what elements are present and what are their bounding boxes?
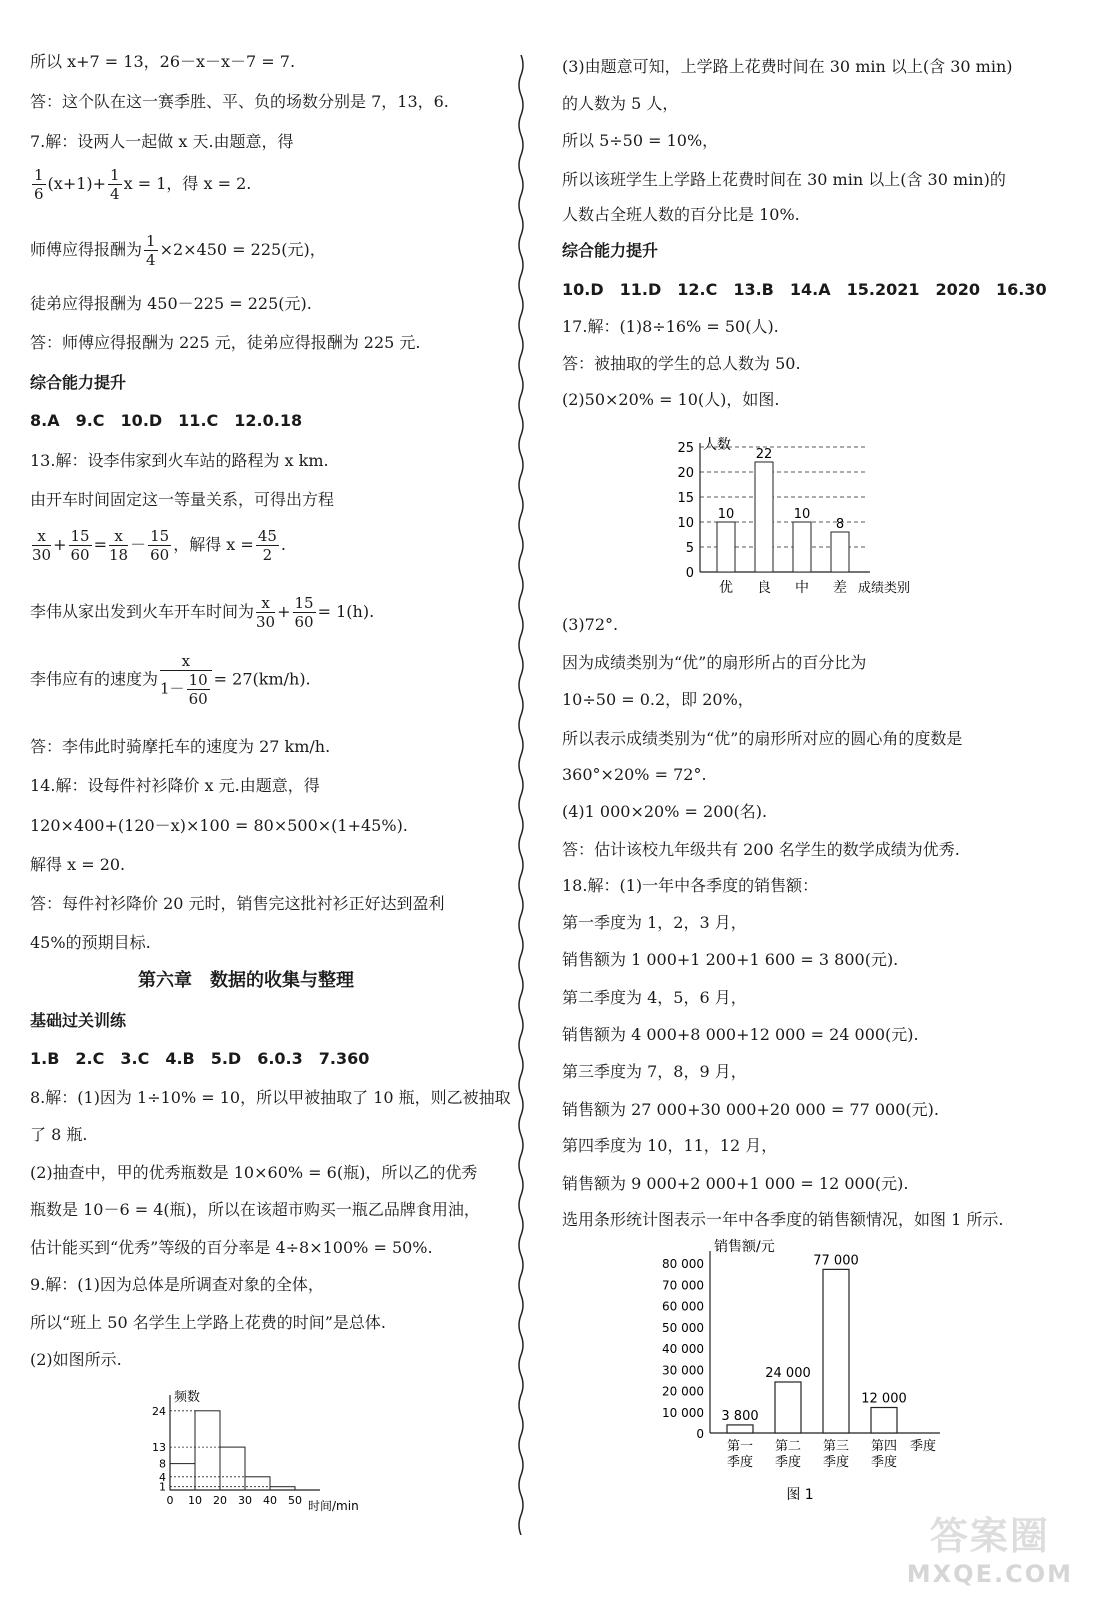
section-heading: 综合能力提升 bbox=[30, 373, 127, 392]
text-line: (3)72°. bbox=[562, 615, 619, 634]
x-tick-label: 季度 bbox=[870, 1455, 898, 1470]
x-tick-label: 优 bbox=[719, 580, 733, 596]
histogram-bar bbox=[270, 1487, 295, 1490]
watermark-logo: 答案圈 MXQE.COM bbox=[906, 1514, 1073, 1588]
y-tick-label: 10 000 bbox=[662, 1405, 704, 1420]
text-line: 120×400+(120－x)×100 = 80×500×(1+45%). bbox=[30, 816, 408, 835]
x-tick-label: 差 bbox=[833, 580, 847, 596]
text-line: 第一季度为 1，2，3 月， bbox=[562, 913, 747, 932]
text-line: 答：师傅应得报酬为 225 元，徒弟应得报酬为 225 元. bbox=[30, 333, 421, 352]
text-line: 所以该班学生上学路上花费时间在 30 min 以上(含 30 min)的 bbox=[562, 170, 1006, 189]
text-line: 答：李伟此时骑摩托车的速度为 27 km/h. bbox=[30, 737, 331, 756]
y-tick-label: 60 000 bbox=[662, 1299, 704, 1314]
answer-line: 10.D 11.D 12.C 13.B 14.A 15.2021 2020 16.30 bbox=[562, 280, 1047, 299]
y-tick-label: 0 bbox=[696, 1427, 704, 1441]
data-label: 10 bbox=[793, 507, 811, 522]
text-line: 第三季度为 7，8，9 月， bbox=[562, 1062, 747, 1081]
x-tick-label: 0 bbox=[166, 1494, 174, 1507]
histogram-bar bbox=[195, 1411, 220, 1490]
text-line: 选用条形统计图表示一年中各季度的销售额情况，如图 1 所示. bbox=[562, 1210, 1004, 1229]
text-line: 8.解：(1)因为 1÷10% = 10，所以甲被抽取了 10 瓶，则乙被抽取 bbox=[30, 1088, 511, 1107]
bar bbox=[717, 522, 735, 572]
text-line: 14.解：设每件衬衫降价 x 元.由题意，得 bbox=[30, 776, 320, 795]
text-line: 瓶数是 10－6 = 4(瓶)，所以在该超市购买一瓶乙品牌食用油， bbox=[30, 1200, 480, 1219]
x-tick-label: 季度 bbox=[726, 1455, 754, 1470]
text-line: (3)由题意可知，上学路上花费时间在 30 min 以上(含 30 min) bbox=[562, 57, 1013, 76]
x-tick-label: 季度 bbox=[822, 1455, 850, 1470]
x-tick-label: 第二 bbox=[774, 1439, 802, 1454]
section-heading: 综合能力提升 bbox=[562, 241, 659, 260]
text-line: 答：估计该校九年级共有 200 名学生的数学成绩为优秀. bbox=[562, 840, 960, 859]
y-tick-label: 1 bbox=[159, 1480, 166, 1494]
y-tick-label: 24 bbox=[152, 1404, 166, 1418]
text-line: 因为成绩类别为“优”的扇形所占的百分比为 bbox=[562, 653, 867, 672]
y-tick-label: 30 000 bbox=[662, 1363, 704, 1378]
y-axis-label: 人数 bbox=[703, 437, 731, 453]
y-tick-label: 5 bbox=[685, 541, 694, 556]
x-tick-label: 10 bbox=[188, 1494, 202, 1507]
x-tick-label: 第三 bbox=[822, 1439, 850, 1454]
x-tick-label: 良 bbox=[757, 580, 771, 596]
text-line: 人数占全班人数的百分比是 10%. bbox=[562, 205, 800, 224]
bar bbox=[727, 1425, 753, 1433]
data-label: 12 000 bbox=[861, 1391, 907, 1407]
y-tick-label: 20 bbox=[677, 466, 694, 481]
text-line: 了 8 瓶. bbox=[30, 1125, 88, 1144]
text-line: 徒弟应得报酬为 450－225 = 225(元). bbox=[30, 294, 312, 313]
data-label: 3 800 bbox=[721, 1408, 759, 1424]
column-divider bbox=[516, 55, 526, 1535]
bar bbox=[823, 1269, 849, 1433]
figure-caption: 图 1 bbox=[786, 1487, 814, 1503]
y-tick-label: 4 bbox=[159, 1470, 166, 1484]
histogram-bar bbox=[220, 1447, 245, 1490]
y-tick-label: 70 000 bbox=[662, 1278, 704, 1293]
y-tick-label: 50 000 bbox=[662, 1320, 704, 1335]
text-line: 45%的预期目标. bbox=[30, 933, 151, 952]
x-tick-label: 30 bbox=[238, 1494, 252, 1507]
text-line: 销售额为 1 000+1 200+1 600 = 3 800(元). bbox=[562, 950, 899, 969]
bar bbox=[755, 462, 773, 572]
text-line: (2)如图所示. bbox=[30, 1350, 122, 1369]
text-line: 360°×20% = 72°. bbox=[562, 765, 707, 784]
answer-line: 8.A 9.C 10.D 11.C 12.0.18 bbox=[30, 411, 303, 430]
data-label: 77 000 bbox=[813, 1253, 859, 1269]
text-line: 所以 x+7 = 13，26－x－x－7 = 7. bbox=[30, 52, 296, 71]
x-tick-label: 50 bbox=[288, 1494, 302, 1507]
text-line: 第二季度为 4，5，6 月， bbox=[562, 988, 747, 1007]
text-line: 估计能买到“优秀”等级的百分率是 4÷8×100% = 50%. bbox=[30, 1238, 433, 1257]
text-line: 销售额为 4 000+8 000+12 000 = 24 000(元). bbox=[562, 1025, 919, 1044]
text-line: 10÷50 = 0.2，即 20%， bbox=[562, 690, 754, 709]
y-tick-label: 0 bbox=[685, 566, 694, 581]
equation-line: $\frac{1}{6}$ (x+1)+ $\frac{1}{4}$ x = 1，得 x = 2. bbox=[34, 166, 252, 203]
histogram-bar bbox=[245, 1477, 270, 1490]
bar bbox=[831, 532, 849, 572]
data-label: 22 bbox=[755, 447, 773, 462]
text-line: 17.解：(1)8÷16% = 50(人). bbox=[562, 317, 779, 336]
text-line: 销售额为 27 000+30 000+20 000 = 77 000(元). bbox=[562, 1100, 939, 1119]
x-tick-label: 20 bbox=[213, 1494, 227, 1507]
y-tick-label: 40 000 bbox=[662, 1342, 704, 1356]
text-line: 所以 5÷50 = 10%， bbox=[562, 131, 719, 150]
x-axis-label: 季度 bbox=[910, 1439, 937, 1454]
x-axis-label: 成绩类别 bbox=[858, 581, 911, 596]
text-line: (2)50×20% = 10(人)，如图. bbox=[562, 390, 780, 409]
answer-line: 1.B 2.C 3.C 4.B 5.D 6.0.3 7.360 bbox=[30, 1049, 370, 1068]
text-line: (4)1 000×20% = 200(名). bbox=[562, 802, 768, 821]
y-tick-label: 13 bbox=[152, 1441, 166, 1455]
y-axis-label: 销售额/元 bbox=[714, 1239, 775, 1255]
x-tick-label: 40 bbox=[263, 1494, 277, 1507]
equation-line: $\frac{x}{30}$ + $\frac{15}{60}$ = $\frac{x}{18}$ － $\frac{15}{60}$ ，解得 x = $\frac{45}{2}$ . bbox=[32, 527, 286, 564]
bar bbox=[793, 522, 811, 572]
x-tick-label: 第四 bbox=[870, 1439, 898, 1454]
bar bbox=[775, 1382, 801, 1433]
x-tick-label: 季度 bbox=[774, 1455, 802, 1470]
text-line: 所以表示成绩类别为“优”的扇形所对应的圆心角的度数是 bbox=[562, 729, 963, 748]
text-line: 第四季度为 10，11，12 月， bbox=[562, 1136, 778, 1155]
y-tick-label: 80 000 bbox=[662, 1257, 704, 1271]
section-heading: 基础过关训练 bbox=[30, 1011, 127, 1030]
data-label: 8 bbox=[835, 517, 845, 532]
grade-bar-chart bbox=[670, 420, 935, 600]
text-line: (2)抽查中，甲的优秀瓶数是 10×60% = 6(瓶)，所以乙的优秀 bbox=[30, 1163, 478, 1182]
chapter-title: 第六章 数据的收集与整理 bbox=[138, 970, 354, 991]
y-axis-label: 频数 bbox=[174, 1390, 201, 1405]
text-line: 解得 x = 20. bbox=[30, 855, 126, 874]
bar bbox=[871, 1408, 897, 1434]
equation-line: 师傅应得报酬为 $\frac{1}{4}$ ×2×450 = 225(元)， bbox=[30, 232, 326, 269]
text-line: 答：被抽取的学生的总人数为 50. bbox=[562, 354, 801, 373]
y-tick-label: 20 000 bbox=[662, 1384, 704, 1399]
text-line: 所以“班上 50 名学生上学路上花费的时间”是总体. bbox=[30, 1313, 386, 1332]
x-tick-label: 第一 bbox=[726, 1439, 754, 1454]
data-label: 10 bbox=[717, 507, 735, 522]
histogram-chart bbox=[140, 1385, 390, 1515]
y-tick-label: 15 bbox=[677, 491, 694, 506]
text-line: 18.解：(1)一年中各季度的销售额： bbox=[562, 876, 819, 895]
x-tick-label: 中 bbox=[795, 580, 809, 596]
text-line: 7.解：设两人一起做 x 天.由题意，得 bbox=[30, 132, 294, 151]
text-line: 9.解：(1)因为总体是所调查对象的全体， bbox=[30, 1275, 324, 1294]
text-line: 13.解：设李伟家到火车站的路程为 x km. bbox=[30, 451, 329, 470]
data-label: 24 000 bbox=[765, 1366, 811, 1381]
sales-bar-chart bbox=[640, 1238, 950, 1508]
text-line: 答：每件衬衫降价 20 元时，销售完这批衬衫正好达到盈利 bbox=[30, 894, 445, 913]
y-tick-label: 10 bbox=[677, 516, 694, 531]
text-line: 的人数为 5 人， bbox=[562, 94, 679, 113]
text-line: 答：这个队在这一赛季胜、平、负的场数分别是 7，13，6. bbox=[30, 92, 449, 111]
text-line: 销售额为 9 000+2 000+1 000 = 12 000(元). bbox=[562, 1174, 909, 1193]
text-line: 由开车时间固定这一等量关系，可得出方程 bbox=[30, 490, 335, 509]
equation-line: 李伟从家出发到火车开车时间为 $\frac{x}{30}$ + $\frac{15}{60}$ = 1(h). bbox=[30, 594, 375, 631]
y-tick-label: 25 bbox=[677, 441, 694, 456]
y-tick-label: 8 bbox=[159, 1457, 166, 1471]
x-axis-label: 时间/min bbox=[308, 1499, 359, 1513]
equation-line: 李伟应有的速度为 x 1－ $\frac{10}{60}$ = 27(km/h). bbox=[30, 652, 311, 708]
